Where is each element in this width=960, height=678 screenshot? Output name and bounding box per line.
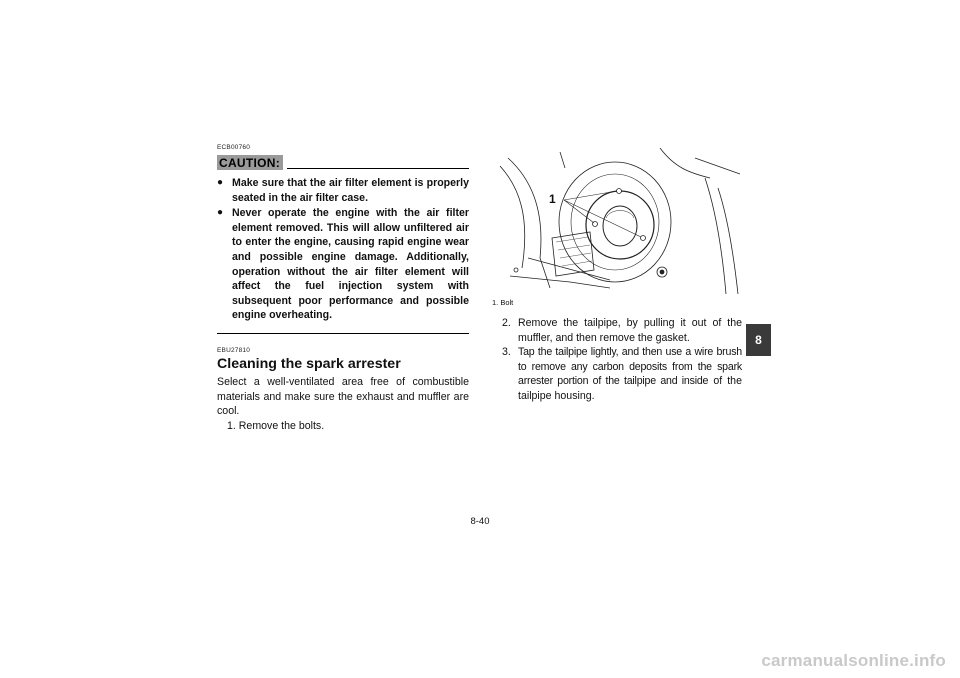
bolt: [617, 189, 622, 194]
frame-line: [528, 258, 610, 280]
callout-line: [564, 200, 641, 237]
heat-shield: [552, 232, 594, 276]
muffler-inner: [571, 174, 659, 270]
muffler-illustration: [490, 148, 742, 296]
callout-line: [564, 191, 617, 200]
bolt: [641, 236, 646, 241]
section-intro: Select a well-ventilated area free of combustible materials and make sure the exhaust and muffler are cool.: [217, 375, 469, 418]
spark-arrester-section: [217, 347, 469, 433]
fastener: [660, 270, 664, 274]
caution-code: ECB00760: [217, 144, 251, 151]
section-title: Cleaning the spark arrester: [217, 355, 401, 372]
caution-item: ● Never operate the engine with the air filter element removed. This will allow unfiltered air to enter the engine, causing rapid engine wear and possible engine damage. Additionally, operation without the air filter element will affect the fuel injection system with subsequent poor performance and possible engine overheating.: [217, 207, 469, 322]
step-1: 1. Remove the bolts.: [227, 419, 325, 432]
footer-watermark: carmanualsonline.info: [761, 651, 946, 670]
chapter-tab: 8: [746, 324, 771, 356]
bullet-icon: ●: [217, 177, 224, 188]
frame-line: [705, 178, 726, 294]
right-steps: [502, 316, 742, 404]
caution-header-rule: [287, 168, 469, 169]
bullet-icon: ●: [217, 207, 224, 219]
callout-line: [564, 200, 594, 223]
left-column: [217, 144, 469, 433]
figure-caption: 1. Bolt: [492, 298, 514, 307]
page-number: 8-40: [470, 516, 490, 527]
figure-callout-label: 1: [549, 192, 556, 206]
frame-line: [500, 166, 525, 268]
tailpipe-shading: [606, 211, 634, 219]
frame-line: [510, 276, 610, 288]
step-2: 2. Remove the tailpipe, by pulling it out of the muffler, and then remove the gasket.: [502, 317, 742, 344]
frame-line: [695, 158, 740, 174]
section-code: EBU27810: [217, 346, 251, 354]
fastener: [514, 268, 518, 272]
frame-line: [660, 148, 710, 178]
caution-item: ● Make sure that the air filter element is properly seated in the air filter case.: [217, 177, 469, 204]
frame-line: [718, 188, 738, 294]
caution-bottom-rule: [217, 333, 469, 334]
frame-line: [560, 152, 565, 168]
caution-list: [217, 176, 469, 323]
tailpipe: [603, 206, 637, 246]
caution-label: CAUTION:: [217, 155, 283, 170]
step-3: 3. Tap the tailpipe lightly, and then use a wire brush to remove any carbon deposits from the spark arrester portion of the tailpipe and inside of the tailpipe housing.: [502, 346, 742, 402]
caution-header: [217, 155, 469, 170]
